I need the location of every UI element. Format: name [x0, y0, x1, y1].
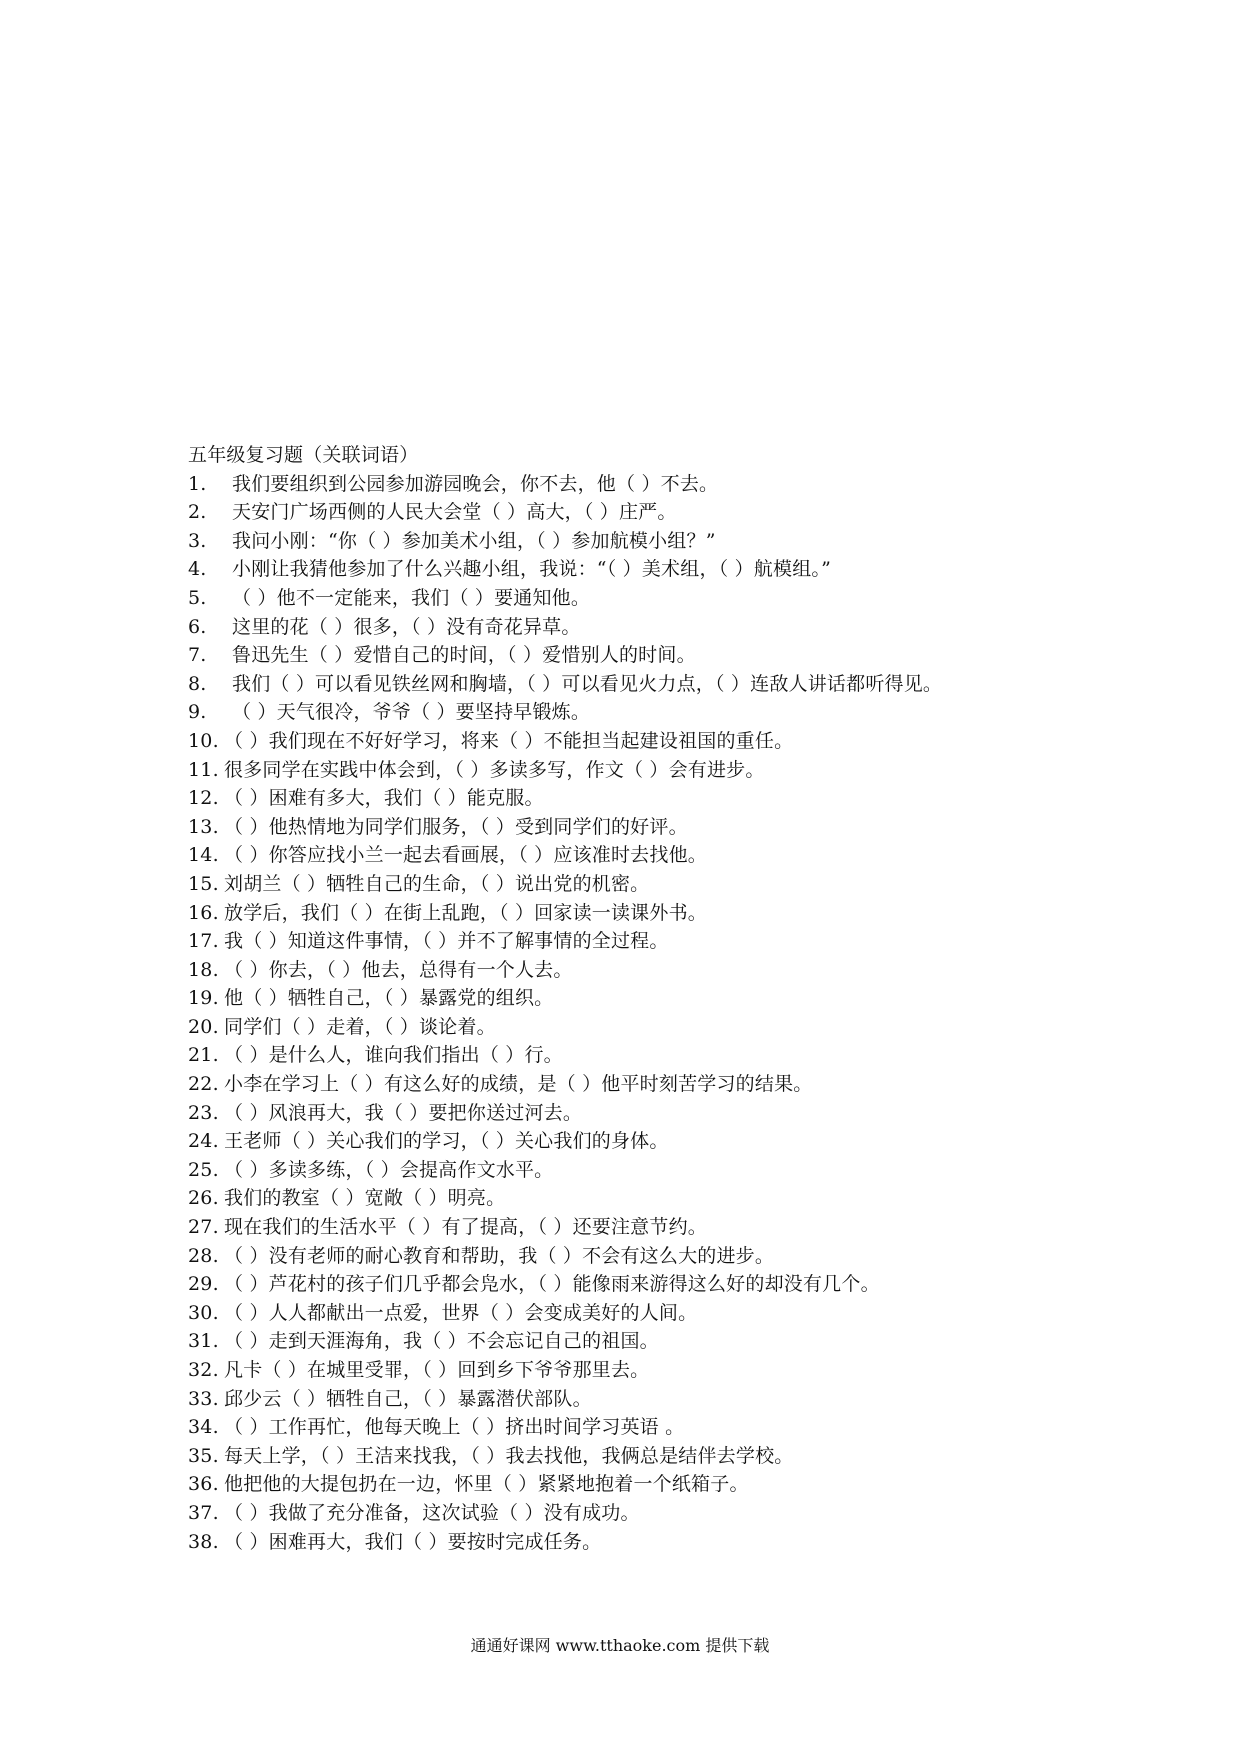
question-item	[188, 698, 968, 727]
question-text: （ ）我们现在不好好学习，将来（ ）不能担当起建设祖国的重任。	[224, 729, 794, 752]
question-text: 他把他的大提包扔在一边，怀里（ ）紧紧地抱着一个纸箱子。	[224, 1473, 749, 1496]
question-text: （ ）困难有多大，我们（ ）能克服。	[224, 787, 544, 810]
question-item	[188, 784, 968, 813]
question-item	[188, 927, 968, 956]
question-text: （ ）芦花村的孩子们几乎都会凫水，（ ）能像雨来游得这么好的却没有几个。	[224, 1273, 880, 1296]
question-number: 10.	[188, 729, 219, 752]
question-item	[188, 1213, 968, 1242]
question-text: 王老师（ ）关心我们的学习，（ ）关心我们的身体。	[224, 1130, 669, 1153]
question-text: （ ）走到天涯海角，我（ ）不会忘记自己的祖国。	[224, 1330, 659, 1353]
question-item	[188, 1013, 968, 1042]
question-text: （ ）人人都献出一点爱，世界（ ）会变成美好的人间。	[224, 1301, 698, 1324]
question-number: 37.	[188, 1501, 219, 1524]
question-text: 我们的教室（ ）宽敞（ ）明亮。	[224, 1187, 506, 1210]
question-text: 很多同学在实践中体会到，（ ）多读多写，作文（ ）会有进步。	[224, 758, 765, 781]
question-number: 16.	[188, 901, 219, 924]
question-item	[188, 1499, 968, 1528]
question-item	[188, 555, 968, 584]
question-text: 小李在学习上（ ）有这么好的成绩，是（ ）他平时刻苦学习的结果。	[224, 1073, 813, 1096]
question-number: 34.	[188, 1416, 219, 1439]
question-number: 2.	[188, 501, 207, 524]
question-text: 凡卡（ ）在城里受罪，（ ）回到乡下爷爷那里去。	[224, 1359, 650, 1381]
question-item	[188, 899, 968, 928]
question-number: 19.	[188, 987, 219, 1010]
question-number: 35.	[188, 1444, 219, 1467]
question-number: 36.	[188, 1473, 219, 1496]
question-text: （ ）多读多练，（ ）会提高作文水平。	[224, 1158, 554, 1181]
question-item	[188, 1528, 968, 1557]
question-item	[188, 498, 968, 527]
question-text: 我们（ ）可以看见铁丝网和胸墙，（ ）可以看见火力点，（ ）连敌人讲话都听得见。	[232, 672, 943, 695]
question-item	[188, 1356, 968, 1385]
worksheet-title: 五年级复习题（关联词语）	[188, 444, 419, 466]
question-number: 6.	[188, 615, 207, 638]
question-text: （ ）我做了充分准备，这次试验（ ）没有成功。	[224, 1501, 640, 1524]
question-number: 27.	[188, 1216, 219, 1239]
question-item	[188, 1242, 968, 1271]
question-number: 26.	[188, 1187, 219, 1210]
question-number: 30.	[188, 1301, 219, 1324]
question-text: 我们要组织到公园参加游园晚会，你不去，他（ ）不去。	[232, 472, 719, 495]
question-number: 29.	[188, 1273, 219, 1296]
question-item	[188, 956, 968, 985]
question-number: 11.	[188, 758, 219, 781]
question-text: 现在我们的生活水平（ ）有了提高，（ ）还要注意节约。	[224, 1216, 707, 1239]
question-text: 天安门广场西侧的人民大会堂（ ）高大，（ ）庄严。	[232, 501, 677, 524]
question-text: 同学们（ ）走着，（ ）谈论着。	[224, 1015, 496, 1038]
question-number: 4.	[188, 558, 207, 581]
question-text: （ ）没有老师的耐心教育和帮助，我（ ）不会有这么大的进步。	[224, 1244, 775, 1267]
question-number: 13.	[188, 815, 219, 838]
question-text: 邱少云（ ）牺牲自己，（ ）暴露潜伏部队。	[224, 1387, 592, 1410]
question-text: （ ）困难再大，我们（ ）要按时完成任务。	[224, 1530, 602, 1553]
question-item	[188, 841, 968, 870]
question-number: 9.	[188, 701, 207, 724]
worksheet	[188, 441, 968, 1556]
question-item	[188, 1327, 968, 1356]
question-text: 他（ ）牺牲自己，（ ）暴露党的组织。	[224, 987, 554, 1010]
question-item	[188, 1041, 968, 1070]
question-number: 32.	[188, 1359, 219, 1381]
question-text: 每天上学，（ ）王洁来找我，（ ）我去找他，我俩总是结伴去学校。	[224, 1444, 794, 1467]
question-number: 5.	[188, 586, 207, 609]
footer-credit: 通通好课网 www.tthaoke.com 提供下载	[470, 1636, 770, 1655]
question-text: （ ）他不一定能来，我们（ ）要通知他。	[232, 586, 591, 609]
question-item	[188, 1184, 968, 1213]
question-item	[188, 527, 968, 556]
question-item	[188, 613, 968, 642]
question-item	[188, 1413, 968, 1442]
question-text: （ ）你去，（ ）他去，总得有一个人去。	[224, 958, 573, 981]
question-item	[188, 1442, 968, 1471]
question-number: 23.	[188, 1101, 219, 1124]
question-number: 20.	[188, 1015, 219, 1038]
question-text: （ ）风浪再大，我（ ）要把你送过河去。	[224, 1101, 583, 1124]
question-text: 放学后，我们（ ）在街上乱跑，（ ）回家读一读课外书。	[224, 901, 707, 924]
question-text: 这里的花（ ）很多，（ ）没有奇花异草。	[232, 615, 581, 638]
question-number: 17.	[188, 930, 219, 953]
question-number: 18.	[188, 958, 219, 981]
question-text: 鲁迅先生（ ）爱惜自己的时间，（ ）爱惜别人的时间。	[232, 644, 696, 667]
question-item	[188, 870, 968, 899]
question-item	[188, 1299, 968, 1328]
question-number: 14.	[188, 844, 219, 867]
question-number: 12.	[188, 787, 219, 810]
question-number: 33.	[188, 1387, 219, 1410]
question-item	[188, 1070, 968, 1099]
question-number: 28.	[188, 1244, 219, 1267]
question-number: 7.	[188, 644, 207, 667]
question-item	[188, 584, 968, 613]
question-number: 3.	[188, 529, 207, 552]
question-item	[188, 813, 968, 842]
question-number: 8.	[188, 672, 207, 695]
question-list	[188, 470, 968, 1557]
question-item	[188, 984, 968, 1013]
question-item	[188, 1385, 968, 1414]
question-text: 我（ ）知道这件事情，（ ）并不了解事情的全过程。	[224, 930, 669, 953]
question-item	[188, 670, 968, 699]
question-text: （ ）是什么人，谁向我们指出（ ）行。	[224, 1044, 563, 1067]
question-item	[188, 727, 968, 756]
question-number: 24.	[188, 1130, 219, 1153]
question-number: 22.	[188, 1073, 219, 1096]
question-text: （ ）你答应找小兰一起去看画展，（ ）应该准时去找他。	[224, 844, 707, 867]
question-number: 21.	[188, 1044, 219, 1067]
question-text: （ ）他热情地为同学们服务，（ ）受到同学们的好评。	[224, 815, 688, 838]
question-text: （ ）工作再忙，他每天晚上（ ）挤出时间学习英语 。	[224, 1416, 685, 1439]
question-text: 我问小刚：“你（ ）参加美术小组，（ ）参加航模小组？”	[232, 529, 716, 552]
question-item	[188, 1156, 968, 1185]
question-number: 15.	[188, 872, 219, 895]
question-item	[188, 1099, 968, 1128]
question-number: 25.	[188, 1158, 219, 1181]
question-text: 刘胡兰（ ）牺牲自己的生命，（ ）说出党的机密。	[224, 872, 650, 895]
question-item	[188, 756, 968, 785]
question-item	[188, 1470, 968, 1499]
question-item	[188, 641, 968, 670]
question-number: 1.	[188, 472, 207, 495]
question-item	[188, 1127, 968, 1156]
question-number: 31.	[188, 1330, 219, 1353]
question-item	[188, 1270, 968, 1299]
question-item	[188, 470, 968, 499]
question-text: 小刚让我猜他参加了什么兴趣小组，我说：“（ ）美术组，（ ）航模组。”	[232, 558, 832, 581]
question-text: （ ）天气很冷，爷爷（ ）要坚持早锻炼。	[232, 701, 591, 724]
question-number: 38.	[188, 1530, 219, 1553]
